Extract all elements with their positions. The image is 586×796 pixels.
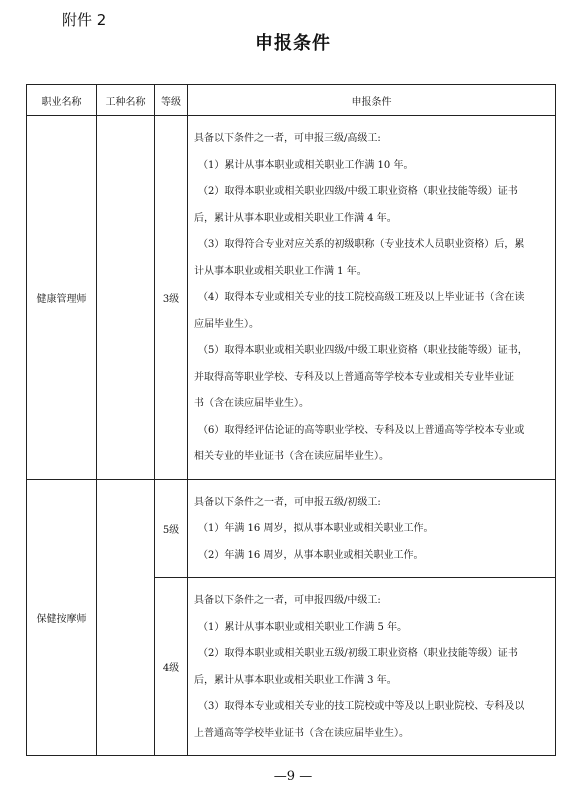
occupation-cell: 保健按摩师	[27, 479, 97, 756]
page-number: —9 —	[273, 769, 313, 784]
condition-line: 应届毕业生）。	[194, 318, 259, 330]
occupation-cell: 健康管理师	[27, 116, 97, 480]
condition-line: 具备以下条件之一者，可申报五级/初级工:	[194, 496, 381, 508]
column-header: 职业名称	[27, 85, 97, 116]
condition-line: 并取得高等职业学校、专科及以上普通高等学校本专业或相关专业毕业证	[194, 371, 514, 383]
column-header: 等级	[155, 85, 188, 116]
level-cell: 3级	[155, 116, 188, 480]
condition-line: 相关专业的毕业证书（含在读应届毕业生）。	[194, 451, 389, 462]
table-row	[27, 479, 556, 578]
condition-line: （1）累计从事本职业或相关职业工作满 5 年。	[198, 621, 408, 633]
condition-line: （2）年满 16 周岁，从事本职业或相关职业工作。	[198, 549, 424, 561]
condition-line: （3）取得本专业或相关专业的技工院校或中等及以上职业院校、专科及以	[198, 701, 525, 712]
condition-line: （3）取得符合专业对应关系的初级职称（专业技术人员职业资格）后，累	[198, 239, 525, 250]
condition-line: 具备以下条件之一者，可申报四级/中级工:	[194, 595, 381, 606]
level-cell: 5级	[155, 479, 188, 578]
table-header-row	[27, 85, 556, 116]
conditions-cell	[188, 479, 556, 578]
condition-line: 具备以下条件之一者，可申报三级/高级工:	[194, 133, 381, 144]
work-type-cell	[97, 479, 155, 756]
condition-line: （1）累计从事本职业或相关职业工作满 10 年。	[198, 159, 414, 171]
attachment-label: 附件 2	[62, 11, 107, 29]
condition-line: 书（含在读应届毕业生）。	[194, 398, 309, 409]
condition-line: 后，累计从事本职业或相关职业工作满 3 年。	[194, 674, 397, 686]
page-title: 申报条件	[255, 33, 331, 54]
condition-line: 后，累计从事本职业或相关职业工作满 4 年。	[194, 212, 397, 224]
column-header: 申报条件	[188, 85, 556, 116]
table-row	[27, 116, 556, 480]
conditions-cell	[188, 578, 556, 756]
condition-line: （2）取得本职业或相关职业四级/中级工职业资格（职业技能等级）证书	[198, 186, 518, 197]
level-cell: 4级	[155, 578, 188, 756]
condition-line: （1）年满 16 周岁，拟从事本职业或相关职业工作。	[198, 523, 434, 534]
conditions-table	[26, 84, 556, 756]
condition-line: （4）取得本专业或相关专业的技工院校高级工班及以上毕业证书（含在读	[198, 292, 525, 303]
condition-line: 计从事本职业或相关职业工作满 1 年。	[194, 265, 367, 277]
condition-line: （6）取得经评估论证的高等职业学校、专科及以上普通高等学校本专业或	[198, 424, 525, 436]
condition-line: （2）取得本职业或相关职业五级/初级工职业资格（职业技能等级）证书	[198, 648, 518, 659]
condition-line: （5）取得本职业或相关职业四级/中级工职业资格（职业技能等级）证书，	[198, 345, 528, 356]
conditions-cell	[188, 116, 556, 480]
work-type-cell	[97, 116, 155, 480]
column-header: 工种名称	[97, 85, 155, 116]
condition-line: 上普通高等学校毕业证书（含在读应届毕业生）。	[194, 727, 409, 739]
